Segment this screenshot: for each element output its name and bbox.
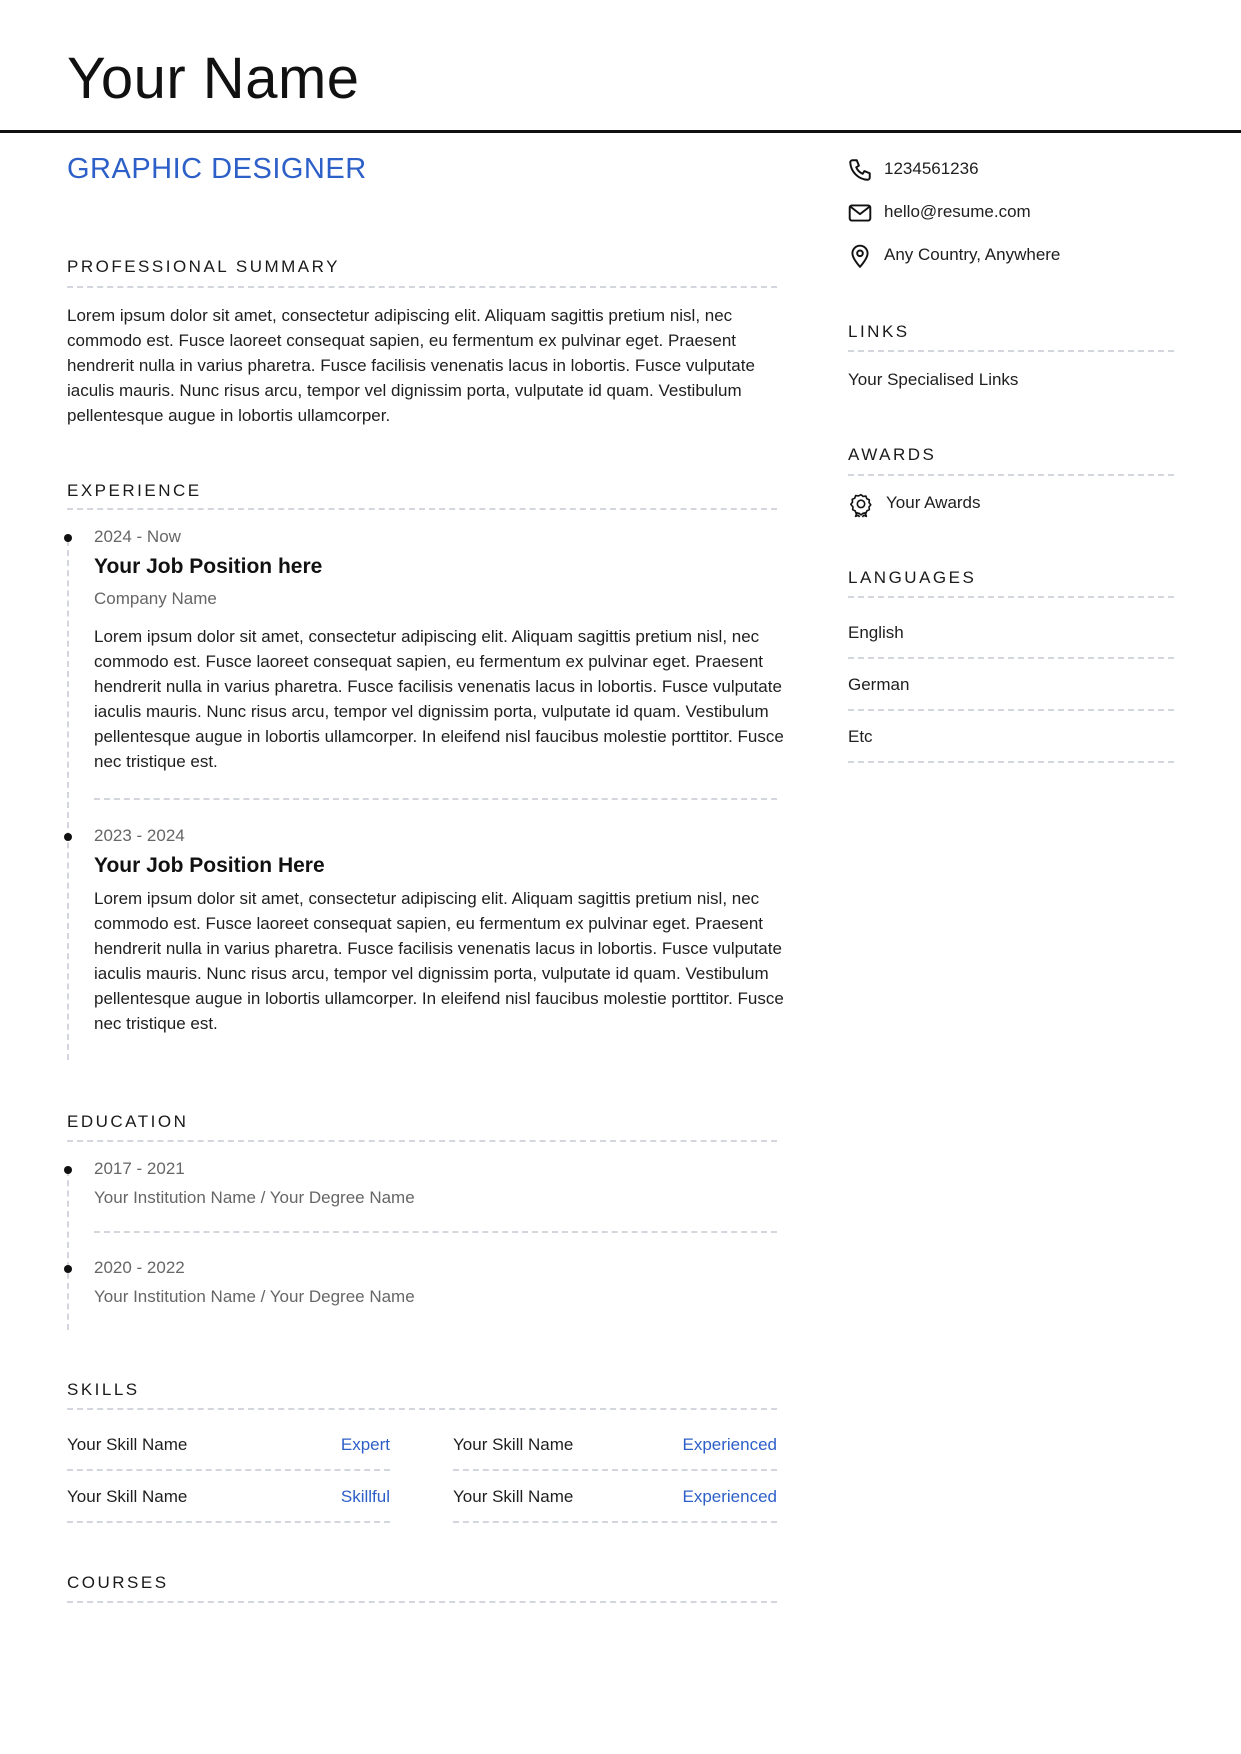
languages-heading: LANGUAGES: [848, 568, 977, 587]
mail-icon: [847, 200, 873, 226]
awards-heading: AWARDS: [848, 445, 937, 464]
job-title: GRAPHIC DESIGNER: [67, 153, 367, 185]
phone-icon: [847, 157, 873, 183]
contact-phone: 1234561236: [884, 159, 979, 178]
experience-item-divider: [94, 798, 777, 800]
language-divider: [848, 761, 1174, 763]
languages-divider: [848, 596, 1174, 598]
skill-level: Skillful: [340, 1487, 390, 1506]
experience-position: Your Job Position here: [94, 555, 323, 578]
education-institution: Your Institution Name / Your Degree Name: [94, 1287, 415, 1306]
skill-level: Experienced: [682, 1435, 777, 1454]
experience-company: Company Name: [94, 589, 217, 608]
language-item: English: [848, 623, 904, 642]
contact-location: Any Country, Anywhere: [884, 245, 1061, 264]
header-rule: [0, 130, 1241, 133]
links-text[interactable]: Your Specialised Links: [848, 370, 1019, 389]
summary-text: Lorem ipsum dolor sit amet, consectetur adipiscing elit. Aliquam sagittis pretium nisl, nec commodo est. Fusce laoreet consequat sapien, eu fermentum ex pulvinar eget. Praesent hendrerit nulla in varius pharetra. Fusce facilisis venenatis lacus in lobortis. Fusce vulputate iaculis mauris. Nunc risus arcu, tempor vel dignissim porta, vulputate id quam. Vestibulum pellentesque augue in lobortis ullamcorper.: [67, 306, 755, 425]
experience-dates: 2023 - 2024: [94, 826, 185, 845]
timeline-bullet: [64, 534, 72, 542]
experience-description: Lorem ipsum dolor sit amet, consectetur adipiscing elit. Aliquam sagittis pretium nisl, nec commodo est. Fusce laoreet consequat sapien, eu fermentum ex pulvinar eget. Praesent hendrerit nulla in varius pharetra. Fusce facilisis venenatis lacus in lobortis. Fusce vulputate iaculis mauris. Nunc risus arcu, tempor vel dignissim porta, vulputate id quam. Vestibulum pellentesque augue in lobortis ullamcorper. In eleifend nisl faucibus molestie porttitor. Fusce nec tristique est.: [94, 627, 784, 771]
language-item: German: [848, 675, 910, 694]
skill-divider: [67, 1469, 390, 1471]
skill-name: Your Skill Name: [67, 1435, 188, 1454]
experience-timeline: [67, 540, 69, 1060]
timeline-bullet: [64, 1265, 72, 1273]
education-item-divider: [94, 1231, 777, 1233]
education-dates: 2017 - 2021: [94, 1159, 185, 1178]
skill-name: Your Skill Name: [67, 1487, 188, 1506]
language-item: Etc: [848, 727, 873, 746]
awards-divider: [848, 474, 1174, 476]
experience-position: Your Job Position Here: [94, 854, 325, 877]
skill-divider: [67, 1521, 390, 1523]
timeline-bullet: [64, 833, 72, 841]
experience-divider: [67, 508, 777, 510]
experience-description: Lorem ipsum dolor sit amet, consectetur adipiscing elit. Aliquam sagittis pretium nisl, nec commodo est. Fusce laoreet consequat sapien, eu fermentum ex pulvinar eget. Praesent hendrerit nulla in varius pharetra. Fusce facilisis venenatis lacus in lobortis. Fusce vulputate iaculis mauris. Nunc risus arcu, tempor vel dignissim porta, vulputate id quam. Vestibulum pellentesque augue in lobortis ullamcorper. In eleifend nisl faucibus molestie porttitor. Fusce nec tristique est.: [94, 889, 784, 1033]
education-heading: EDUCATION: [67, 1112, 189, 1131]
courses-divider: [67, 1601, 777, 1603]
experience-dates: 2024 - Now: [94, 527, 181, 546]
location-pin-icon: [847, 243, 873, 269]
language-divider: [848, 657, 1174, 659]
skill-name: Your Skill Name: [453, 1487, 574, 1506]
timeline-bullet: [64, 1166, 72, 1174]
skill-name: Your Skill Name: [453, 1435, 574, 1454]
summary-heading: PROFESSIONAL SUMMARY: [67, 257, 340, 276]
skill-divider: [453, 1521, 777, 1523]
education-timeline: [67, 1170, 69, 1330]
summary-divider: [67, 286, 777, 288]
skill-level: Experienced: [682, 1487, 777, 1506]
education-dates: 2020 - 2022: [94, 1258, 185, 1277]
education-divider: [67, 1140, 777, 1142]
courses-heading: COURSES: [67, 1573, 169, 1592]
education-institution: Your Institution Name / Your Degree Name: [94, 1188, 415, 1207]
skill-level: Expert: [340, 1435, 390, 1454]
award-badge-icon: [848, 492, 874, 518]
skill-divider: [453, 1469, 777, 1471]
resume-name: Your Name: [67, 46, 360, 111]
skills-divider: [67, 1408, 777, 1410]
experience-heading: EXPERIENCE: [67, 481, 202, 500]
links-divider: [848, 350, 1174, 352]
contact-email: hello@resume.com: [884, 202, 1031, 221]
skills-heading: SKILLS: [67, 1380, 140, 1399]
awards-text: Your Awards: [886, 493, 981, 512]
language-divider: [848, 709, 1174, 711]
links-heading: LINKS: [848, 322, 910, 341]
